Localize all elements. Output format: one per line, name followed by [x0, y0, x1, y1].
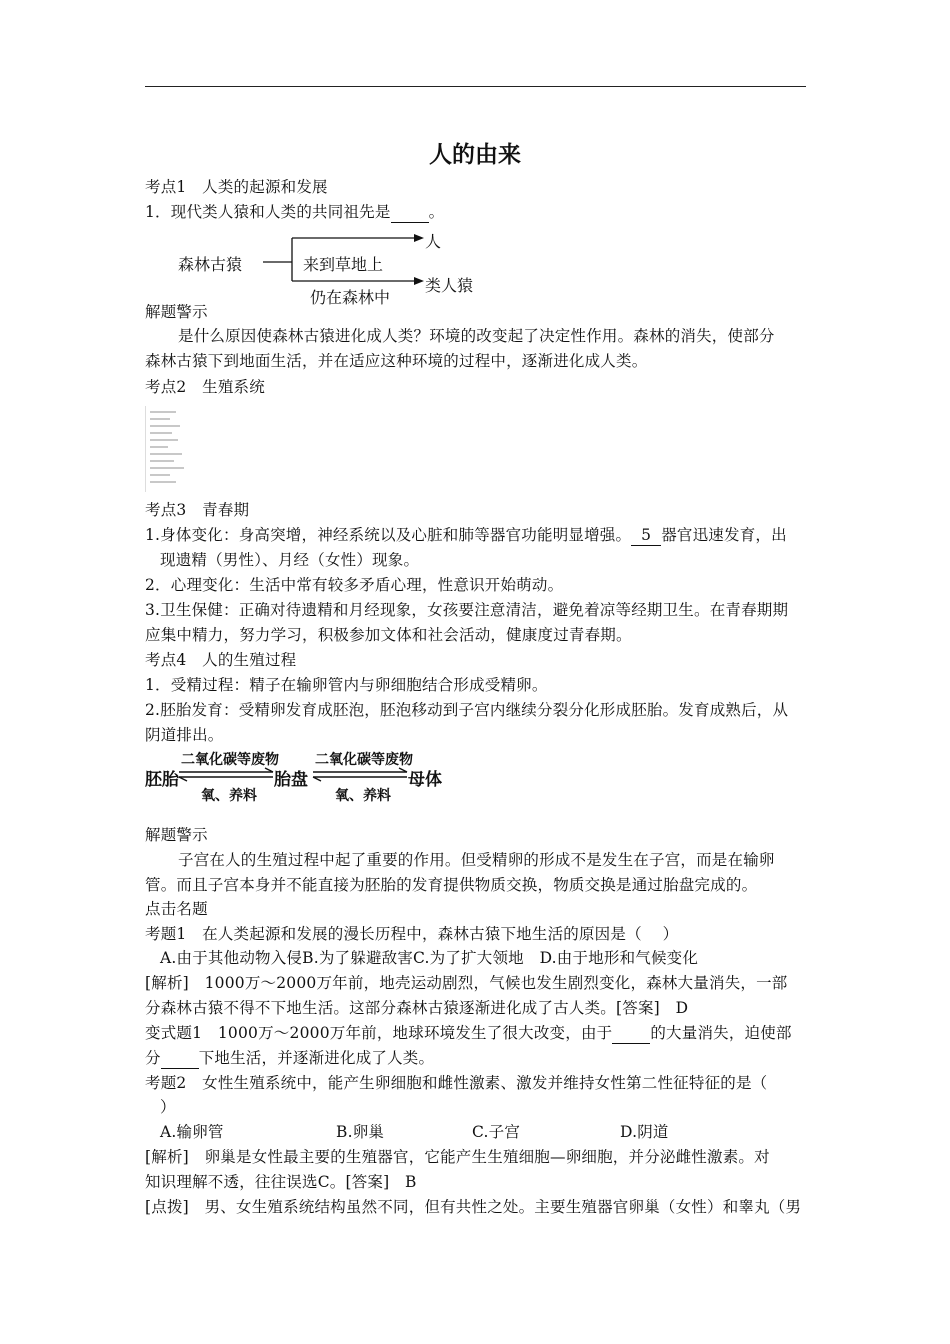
analysis-line: 分森林古猿不得不下地生活。这部分森林古猿逐渐进化成了古人类。[答案] D: [145, 999, 689, 1017]
warning-text: 管。而且子宫本身并不能直接为胚胎的发育提供物质交换，物质交换是通过胎盘完成的。: [145, 876, 758, 894]
warning-title: 解题警示: [145, 303, 208, 321]
question-line: 1．现代类人猿和人类的共同祖先是 。: [145, 203, 445, 221]
flow-down-target: 类人猿: [425, 276, 474, 295]
answer-blank: [612, 1023, 650, 1044]
answer-blank: [391, 202, 429, 223]
eq-bottom-label: 氧、养料: [335, 788, 391, 804]
page-title: 人的由来: [429, 142, 521, 168]
section-heading-3: 考点3 青春期: [145, 501, 250, 519]
reproductive-system-figure: [145, 406, 194, 492]
body-line: 3.卫生保健：正确对待遗精和月经现象，女孩要注意清洁，避免着凉等经期卫生。在青春期期: [145, 601, 789, 619]
analysis-line: [解析] 1000万～2000万年前，地壳运动剧烈，气候也发生剧烈变化，森林大量消失，一部: [145, 974, 788, 992]
body-line: 2．心理变化：生活中常有较多矛盾心理，性意识开始萌动。: [145, 576, 564, 594]
eq-placenta: 胎盘: [274, 770, 308, 790]
warning-text: 子宫在人的生殖过程中起了重要的作用。但受精卵的形成不是发生在子宫，而是在输卵: [178, 851, 775, 869]
flow-up-label: 来到草地上: [303, 255, 384, 274]
body-line: 应集中精力，努力学习，积极参加文体和社会活动，健康度过青春期。: [145, 626, 632, 644]
section-heading-1: 考点1 人类的起源和发展: [145, 178, 328, 196]
evolution-flow-diagram: [170, 228, 490, 308]
body-line: 现遗精（男性）、月经（女性）现象。: [160, 551, 420, 569]
flow-source: 森林古猿: [178, 255, 243, 274]
body-line: 1．受精过程：精子在输卵管内与卵细胞结合形成受精卵。: [145, 676, 548, 694]
eq-top-label: 二氧化碳等废物: [181, 752, 279, 768]
answer-blank: [161, 1048, 199, 1069]
eq-embryo: 胚胎: [145, 770, 179, 790]
exchange-diagram: [145, 748, 445, 808]
warning-text: 是什么原因使森林古猿进化成人类？环境的改变起了决定性作用。森林的消失，使部分: [178, 327, 775, 345]
warning-title: 解题警示: [145, 826, 208, 844]
eq-top-label: 二氧化碳等废物: [315, 752, 413, 768]
header-rule: [145, 86, 806, 87]
question-line: 考题1 在人类起源和发展的漫长历程中，森林古猿下地生活的原因是（ ）: [145, 925, 679, 943]
section-heading-5: 点击名题: [145, 900, 208, 918]
flow-up-target: 人: [425, 232, 442, 251]
analysis-line: [解析] 卵巢是女性最主要的生殖器官，它能产生生殖细胞—卵细胞，并分泌雌性激素。对: [145, 1148, 770, 1166]
warning-text: 森林古猿下到地面生活，并在适应这种环境的过程中，逐渐进化成人类。: [145, 352, 648, 370]
eq-bottom-label: 氧、养料: [201, 788, 257, 804]
section-heading-2: 考点2 生殖系统: [145, 378, 265, 396]
question-line: 考题2 女性生殖系统中，能产生卵细胞和雌性激素、激发并维持女性第二性征特征的是（: [145, 1074, 768, 1092]
variant-question: 分 下地生活，并逐渐进化成了人类。: [145, 1049, 435, 1067]
body-line: 2.胚胎发育：受精卵发育成胚泡，胚泡移动到子宫内继续分裂分化形成胚胎。发育成熟后，从: [145, 701, 789, 719]
variant-question: 变式题1 1000万～2000万年前，地球环境发生了很大改变，由于 的大量消失，迫使部: [145, 1024, 792, 1042]
section-heading-4: 考点4 人的生殖过程: [145, 651, 297, 669]
option-c: C.子宫: [472, 1123, 521, 1141]
option-d: D.阴道: [620, 1123, 669, 1141]
answer-blank: 5: [631, 525, 661, 546]
analysis-line: 知识理解不透，往往误选C。[答案] B: [145, 1173, 417, 1191]
options-line: A.由于其他动物入侵B.为了躲避敌害C.为了扩大领地 D.由于地形和气候变化: [160, 949, 699, 967]
option-a: A.输卵管: [160, 1123, 224, 1141]
body-line: 阴道排出。: [145, 726, 224, 744]
question-line: ）: [160, 1098, 176, 1116]
tip-line: [点拨] 男、女生殖系统结构虽然不同，但有共性之处。主要生殖器官卵巢（女性）和睾丸（男: [145, 1198, 802, 1216]
body-line: 1.身体变化：身高突增，神经系统以及心脏和肺等器官功能明显增强。 5 器官迅速发育，出: [145, 526, 787, 544]
eq-mother: 母体: [408, 770, 442, 790]
option-b: B.卵巢: [336, 1123, 385, 1141]
flow-down-label: 仍在森林中: [310, 288, 391, 307]
